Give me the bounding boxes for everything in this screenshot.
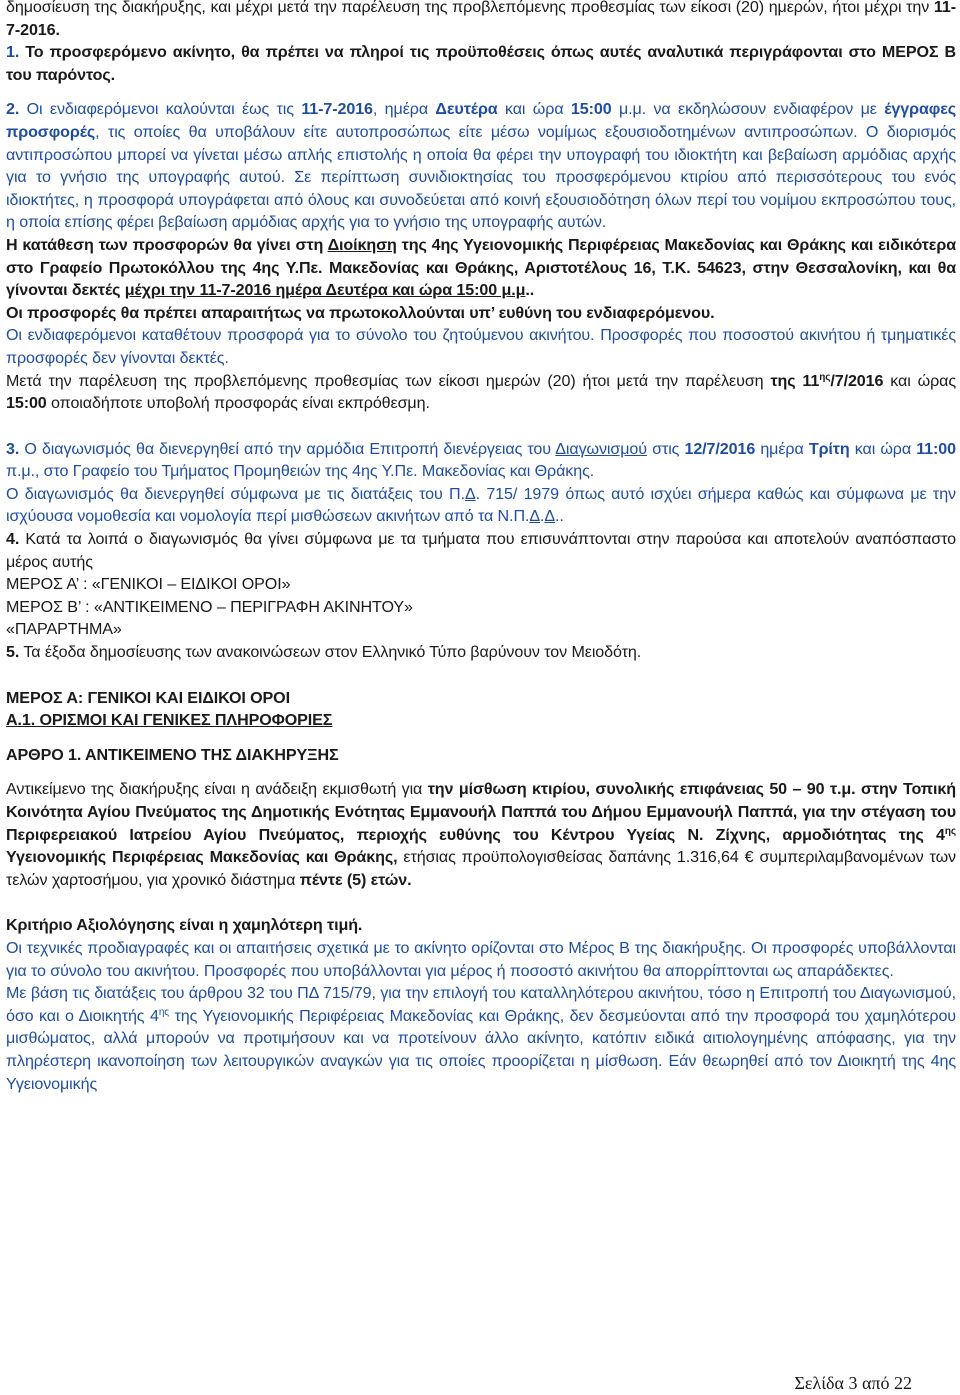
text-run: ης: [158, 1006, 169, 1018]
text-run: 12/7/2016: [684, 439, 756, 458]
text-run: δημοσίευση της διακήρυξης, και μέχρι μετά την παρέλευση της προβλεπόμενης προθεσμίας των είκοσι (20) ημερών, ήτοι μέχρι την: [6, 0, 934, 16]
text-run: Κριτήριο Αξιολόγησης είναι η χαμηλότερη τιμή.: [6, 916, 363, 935]
text-run: .: [540, 507, 545, 526]
text-run: Διοίκηση: [327, 235, 397, 254]
text-run: . 715/ 1979 όπως αυτό ισχύει σήμερα καθώς και σύμφωνα με την ισχύουσα νομοθεσία και νομολογία περί μισθώσεων ακινήτων από τα Ν.Π.: [6, 484, 956, 526]
text-run: πέντε (5) ετών.: [299, 870, 412, 889]
text-run: Τρίτη: [808, 439, 850, 458]
text-run: 1.: [6, 43, 20, 62]
paragraph-selection-basis: [6, 982, 956, 1095]
text-run: 11:00: [916, 439, 956, 458]
paragraph-article-1-object: [6, 778, 956, 891]
text-run: Ο διαγωνισμός θα διενεργηθεί σύμφωνα με τις διατάξεις του Π.: [6, 484, 465, 503]
text-run: Κατά τα λοιπά ο διαγωνισμός θα γίνει σύμφωνα με τα τμήματα που επισυνάπτονται στην παρούσα και αποτελούν αναπόσπαστο μέρος αυτής: [6, 530, 956, 571]
text-run: την μίσθωση κτιρίου, συνολικής επιφάνειας 50 – 90 τ.μ. στην Τοπική Κοινότητα Αγίου Πνεύματος της Δημοτικής Ενότητας Εμμανουήλ Παππά του Δήμου Εμμανουήλ Παππά, για την στέγαση του Περιφερειακού Ιατρείου Αγίου Πνεύματος, περιοχής ευθύνης του Κέντρου Υγείας Ν. Ζίχνης, αρμοδιότητας της 4: [6, 780, 957, 844]
document-body: [6, 0, 956, 1095]
paragraph-technical-specs: [6, 937, 956, 982]
heading-article-1: ΑΡΘΡΟ 1. ΑΝΤΙΚΕΙΜΕΝΟ ΤΗΣ ΔΙΑΚΗΡΥΞΗΣ: [6, 745, 339, 764]
text-run: ΜΕΡΟΣ Α’ : «ΓΕΝΙΚΟΙ – ΕΙΔΙΚΟΙ ΟΡΟΙ»: [6, 575, 291, 594]
text-run: Με βάση τις διατάξεις του άρθρου 32 του ΠΔ 715/79, για την επιλογή του καταλληλότερου ακινήτου, τόσο η Επιτροπή του Διαγωνισμού, όσο και ο Διοικητής 4: [6, 984, 956, 1025]
text-run: Διαγωνισμού: [555, 439, 647, 458]
text-run: Οι προσφορές θα πρέπει απαραιτήτως να πρωτοκολλούνται υπ’ ευθύνη του ενδιαφερόμενου.: [6, 303, 715, 322]
text-run: μ.μ. να εκδηλώσουν ενδιαφέρον με: [611, 100, 885, 119]
text-run: Αντικείμενο της διακήρυξης είναι η ανάδειξη εκμισθωτή για: [6, 780, 428, 799]
text-run: 15:00: [570, 100, 612, 119]
text-run: Δ: [464, 484, 476, 503]
text-run: , τις οποίες θα υποβάλουν είτε αυτοπροσώπως είτε μέσω νομίμως εξουσιοδοτημένων αντιπροσώπων. Ο διορισμός αντιπροσώπου μπορεί να γίνεται μέσω απλής επιστολής η οποία θα φέρει την υπογραφή του ιδιοκτήτη και βεβαίωση αρμόδιας αρχής για το γνήσιο της υπογραφής αυτού. Σε περίπτωση συνιδιοκτησίας του προσφερόμενου κτιρίου από περισσότερους του ενός ιδιοκτήτες, η προσφορά υπογράφεται από όλους και συνοδεύεται από κοινή εξουσιοδότηση όλων περί του νομίμου εκπροσώπου τους, η οποία επίσης φέρει βεβαίωση αρμόδιας αρχής για το γνήσιο της υπογραφής αυτών.: [6, 122, 956, 232]
text-run: 11-7-2016.: [6, 0, 956, 39]
text-run: οποιαδήποτε υποβολή προσφοράς είναι εκπρόθεσμη.: [46, 394, 430, 413]
text-run: ημέρα: [755, 439, 809, 458]
list-annex: [6, 618, 956, 641]
text-run: και ώρα: [849, 439, 917, 458]
text-run: έγγραφες προσφορές: [6, 100, 956, 141]
text-run: Μετά την παρέλευση της προβλεπόμενης προθεσμίας των είκοσι ημερών (20) ήτοι μετά την παρέλευση: [6, 371, 771, 390]
list-part-a: [6, 573, 956, 596]
text-run: Τα έξοδα δημοσίευσης των ανακοινώσεων στον Ελληνικό Τύπο βαρύνουν τον Μειοδότη.: [19, 643, 642, 662]
heading-a1: Α.1. ΟΡΙΣΜΟΙ ΚΑΙ ΓΕΝΙΚΕΣ ΠΛΗΡΟΦΟΡΙΕΣ: [6, 711, 333, 730]
text-run: Δευτέρα: [435, 100, 498, 119]
text-run: της Υγειονομικής Περιφέρειας Μακεδονίας και Θράκης, δεν δεσμεύονται από την προσφορά του χαμηλότερου μισθώματος, αλλά μπορούν να προτιμήσουν και να προτείνουν άλλο ακίνητο, κατόπιν ειδικά αιτιολογημένης απόφασης, για την πληρέστερη ικανοποίηση των λειτουργικών αναγκών για τις οποίες προορίζεται η μίσθωση. Εάν θεωρηθεί από τον Διοικητή της 4ης Υγειονομικής: [6, 1006, 956, 1093]
text-run: και ώρας: [883, 371, 956, 390]
paragraph-protocol-requirement: [6, 302, 956, 325]
paragraph-legal-basis: [6, 483, 956, 528]
heading-part-a: ΜΕΡΟΣ Α: ΓΕΝΙΚΟΙ ΚΑΙ ΕΙΔΙΚΟΙ ΟΡΟΙ: [6, 688, 290, 707]
text-run: 15:00: [6, 394, 47, 413]
list-part-b: [6, 596, 956, 619]
paragraph-item-5: [6, 641, 956, 664]
text-run: ετήσιας προϋπολογισθείσας δαπάνης 1.316,64 € συμπεριλαμβανομένων των τελών χαρτοσήμου, για χρονικό διάστημα: [6, 848, 956, 889]
text-run: π.μ., στο Γραφείο του Τμήματος Προμηθειών της 4ης Υ.Πε. Μακεδονίας και Θράκης.: [6, 462, 595, 481]
text-run: 2.: [6, 100, 20, 119]
text-run: Δ: [529, 507, 540, 526]
paragraph-evaluation-criterion: [6, 914, 956, 937]
paragraph-item-2: [6, 98, 956, 234]
text-run: Δ: [544, 507, 556, 526]
paragraph-submission-deadline-intro: [6, 0, 956, 41]
text-run: /7/2016: [830, 371, 884, 390]
paragraph-late-submission: [6, 370, 956, 415]
text-run: Η κατάθεση των προσφορών θα γίνει στη: [6, 235, 328, 254]
text-run: και ώρα: [497, 100, 571, 119]
paragraph-whole-property: [6, 324, 956, 369]
text-run: της 11: [770, 371, 820, 390]
text-run: 3.: [6, 439, 20, 458]
text-run: 4.: [6, 530, 20, 549]
page-number-footer: Σελίδα 3 από 22: [794, 1373, 912, 1393]
text-run: 11-7-2016: [301, 100, 373, 119]
text-run: στις: [646, 439, 685, 458]
text-run: ης: [819, 371, 831, 383]
text-run: Οι τεχνικές προδιαγραφές και οι απαιτήσεις σχετικά με το ακίνητο ορίζονται στο Μέρος Β της διακήρυξης. Οι προσφορές υποβάλλονται για το σύνολο του ακινήτου. Προσφορές που υποβάλλονται για μέρος ή ποσοστό ακινήτου θα απορρίπτονται ως απαράδεκτες.: [6, 938, 956, 980]
paragraph-submission-location: [6, 234, 956, 302]
text-run: «ΠΑΡΑΡΤΗΜΑ»: [6, 620, 122, 639]
text-run: της 4ης Υγειονομικής Περιφέρειας Μακεδονίας και Θράκης και ειδικότερα στο Γραφείο Πρωτοκόλλου της 4ης Υ.Πε. Μακεδονίας και Θράκης, Αριστοτέλους 16, Τ.Κ. 54623, στην Θεσσαλονίκη, και θα γίνονται δεκτές: [6, 235, 956, 300]
text-run: Το προσφερόμενο ακίνητο, θα πρέπει να πληροί τις προϋποθέσεις όπως αυτές αναλυτικά περιγράφονται στο ΜΕΡΟΣ Β του παρόντος.: [6, 43, 956, 84]
text-run: Υγειονομικής Περιφέρειας Μακεδονίας και Θράκης,: [6, 848, 398, 867]
text-run: ΜΕΡΟΣ Β’ : «ΑΝΤΙΚΕΙΜΕΝΟ – ΠΕΡΙΓΡΑΦΗ ΑΚΙΝΗΤΟΥ»: [6, 597, 413, 616]
paragraph-item-1: [6, 41, 956, 86]
text-run: Οι ενδιαφερόμενοι καλούνται έως τις: [19, 100, 302, 119]
text-run: 5.: [6, 643, 20, 662]
text-run: μέχρι την 11-7-2016 ημέρα Δευτέρα και ώρα 15:00 μ.μ: [124, 281, 526, 300]
text-run: , ημέρα: [372, 100, 436, 119]
text-run: Ο διαγωνισμός θα διενεργηθεί από την αρμόδια Επιτροπή διενέργειας του: [19, 439, 556, 458]
text-run: ης: [944, 825, 956, 837]
text-run: ..: [555, 507, 564, 526]
text-run: ..: [525, 281, 535, 300]
text-run: Οι ενδιαφερόμενοι καταθέτουν προσφορά για το σύνολο του ζητούμενου ακινήτου. Προσφορές που ποσοστού ακινήτου ή τμηματικές προσφορές δεν γίνονται δεκτές.: [6, 326, 956, 367]
paragraph-item-3: [6, 438, 956, 483]
paragraph-item-4: [6, 528, 956, 573]
